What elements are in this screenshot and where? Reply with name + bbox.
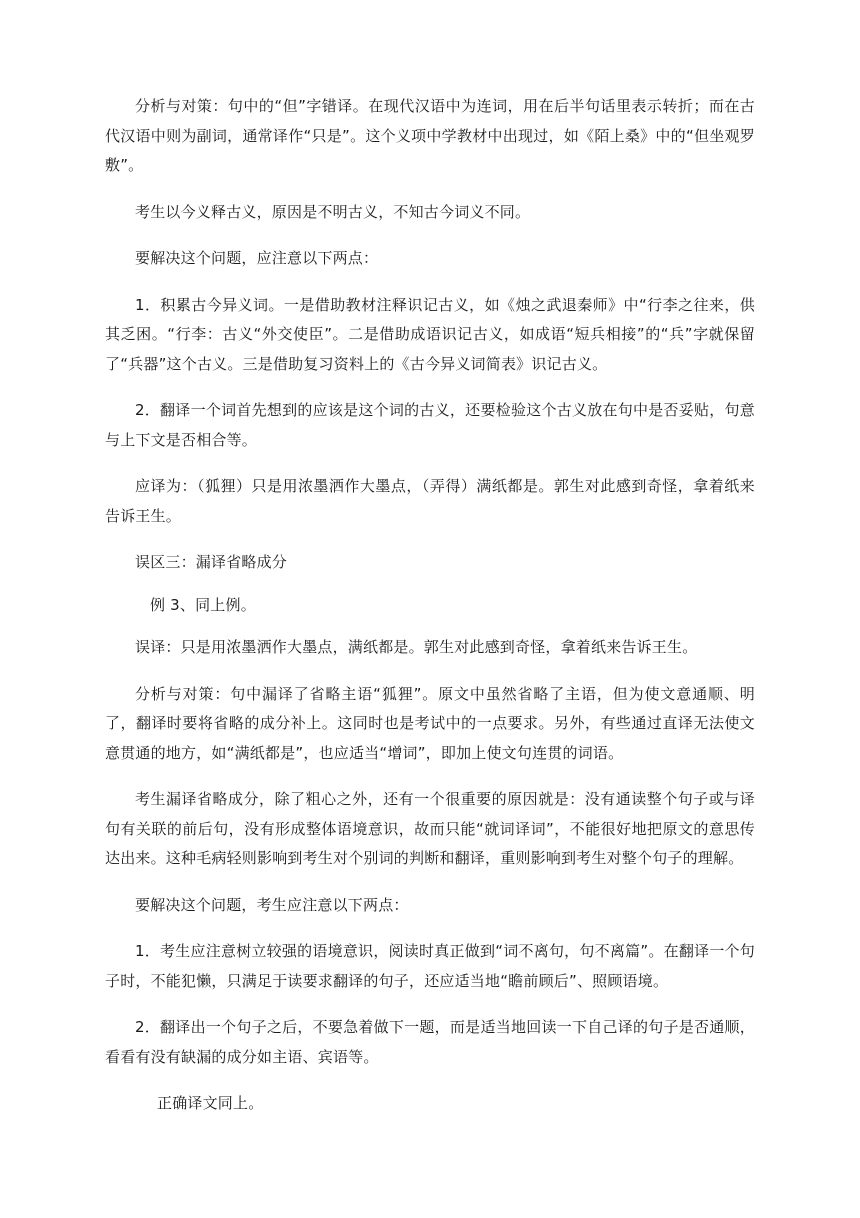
paragraph-example-3: 例 3、同上例。 bbox=[150, 595, 256, 614]
paragraph-reason-omission: 考生漏译省略成分，除了粗心之外，还有一个很重要的原因就是：没有通读整个句子或与译句有关联的前后句，没有形成整体语境意识，故而只能“就词译词”，不能很好地把原文的意思传达出来。这种毛病轻则影响到考生对个别词的判断和翻译，重则影响到考生对整个句子的理解。 bbox=[105, 790, 755, 867]
paragraph-correct-same: 正确译文同上。 bbox=[157, 1094, 264, 1112]
paragraph-wrong-translation: 误译：只是用浓墨洒作大墨点，满纸都是。郭生对此感到奇怪，拿着纸来告诉王生。 bbox=[135, 638, 698, 656]
document-page bbox=[105, 92, 755, 1136]
paragraph-correct-translation: 应译为：（狐狸）只是用浓墨洒作大墨点，（弄得）满纸都是。郭生对此感到奇怪，拿着纸来告诉王生。 bbox=[105, 477, 755, 525]
paragraph-point-1-accumulate: 1．积累古今异义词。一是借助教材注释识记古义，如《烛之武退秦师》中“行李之往来，供其乏困。“行李：古义“外交使臣”。二是借助成语识记古义，如成语“短兵相接”的“兵”字就保留了“兵器”这个古义。三是借助复习资料上的《古今异义词简表》识记古义。 bbox=[105, 295, 755, 373]
paragraph-solution-intro-1: 要解决这个问题，应注意以下两点： bbox=[135, 249, 379, 267]
paragraph-point-1-context: 1．考生应注意树立较强的语境意识，阅读时真正做到“词不离句，句不离篇”。在翻译一个句子时，不能犯懒，只满足于读要求翻译的句子，还应适当地“瞻前顾后”、照顾语境。 bbox=[105, 942, 755, 990]
paragraph-analysis-omission: 分析与对策：句中漏译了省略主语“狐狸”。原文中虽然省略了主语，但为使文意通顺、明了，翻译时要将省略的成分补上。这同时也是考试中的一点要求。另外，有些通过直译无法使文意贯通的地方，如“满纸都是”，也应适当“增词”，即加上使文句连贯的词语。 bbox=[105, 684, 755, 762]
paragraph-point-2-ancient-meaning: 2．翻译一个词首先想到的应该是这个词的古义，还要检验这个古义放在句中是否妥贴，句意与上下文是否相合等。 bbox=[105, 401, 755, 449]
paragraph-point-2-reread: 2．翻译出一个句子之后，不要急着做下一题，而是适当地回读一下自己译的句子是否通顺，看看有没有缺漏的成分如主语、宾语等。 bbox=[105, 1018, 755, 1066]
section-heading-mistake-3: 误区三：漏译省略成分 bbox=[135, 553, 288, 571]
paragraph-solution-intro-2: 要解决这个问题，考生应注意以下两点： bbox=[135, 895, 409, 914]
paragraph-analysis-dan: 分析与对策：句中的“但”字错译。在现代汉语中为连词，用在后半句话里表示转折；而在古代汉语中则为副词，通常译作“只是”。这个义项中学教材中出现过，如《陌上桑》中的“但坐观罗敷”。 bbox=[105, 97, 755, 174]
paragraph-reason-modern-meaning: 考生以今义释古义，原因是不明古义，不知古今词义不同。 bbox=[135, 202, 531, 221]
